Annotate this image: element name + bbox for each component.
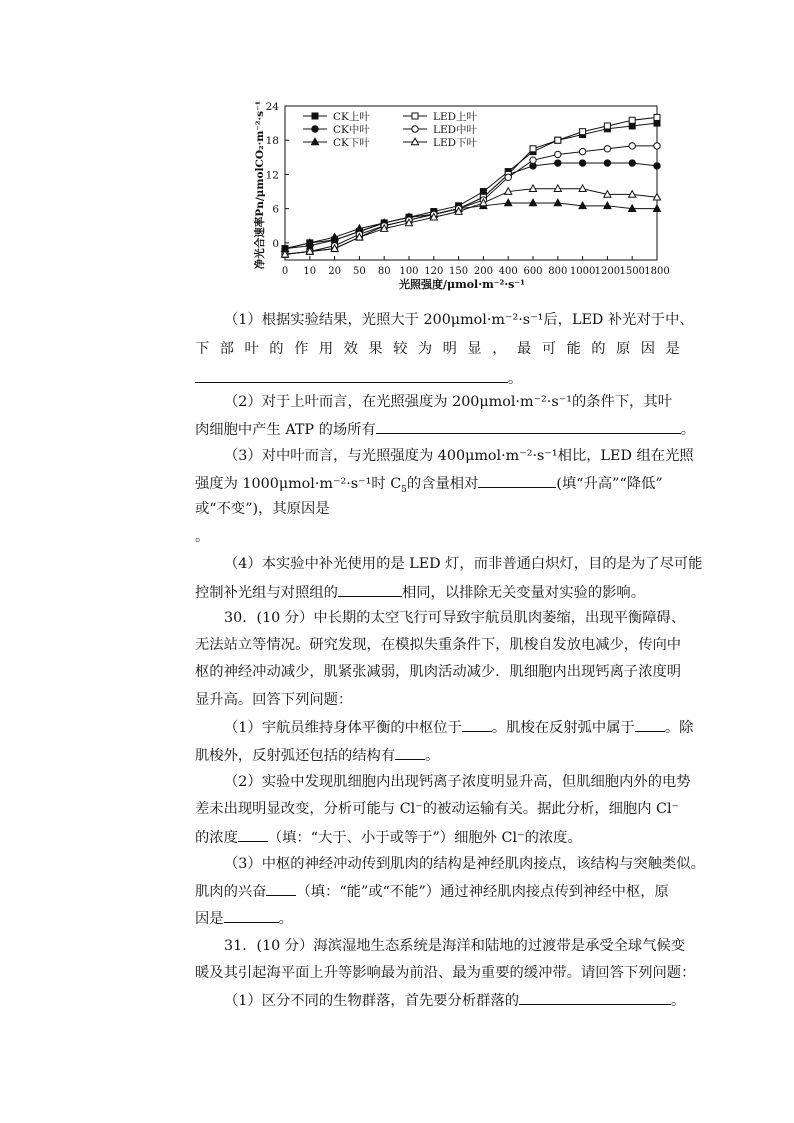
x-axis-label: 光照强度/μmol·m⁻²·s⁻¹ — [399, 278, 525, 291]
q30-1-blank-3[interactable] — [395, 745, 425, 760]
data-point — [654, 114, 660, 120]
data-point — [312, 113, 318, 119]
y-axis-label: 净光合速率Pn/μmolCO₂·m⁻²·s⁻¹ — [254, 100, 266, 270]
y-tick-label: 18 — [265, 135, 279, 148]
q3-line1: （3）对中叶而言，与光照强度为 400μmol·m⁻²·s⁻¹相比，LED 组在光照 — [224, 448, 694, 464]
data-point — [579, 148, 585, 154]
q1-line2-char: 效 — [343, 341, 358, 357]
legend-label: CK下叶 — [333, 137, 370, 149]
q1-line2-char: 能 — [566, 341, 581, 357]
q1-line2-char: 部 — [219, 341, 235, 357]
q1-line2-char: 因 — [640, 341, 656, 357]
q30-stem-line2: 无法站立等情况。研究发现，在模拟失重条件下，肌梭自发放电减少，传向中 — [195, 637, 682, 653]
x-tick-label: 400 — [498, 266, 518, 277]
q1-line2-char: 作 — [294, 341, 309, 357]
data-point — [555, 160, 561, 166]
x-tick-label: 800 — [548, 266, 568, 277]
x-tick-label: 150 — [449, 266, 469, 277]
q31-1-blank[interactable] — [519, 990, 671, 1005]
x-tick-label: 0 — [281, 266, 289, 277]
data-point — [629, 160, 635, 166]
x-tick-label: 50 — [353, 266, 366, 277]
data-point — [629, 143, 635, 149]
x-tick-label: 10 — [303, 266, 317, 277]
y-tick-label: 0 — [272, 237, 279, 250]
q1-line2-char: ， — [492, 341, 507, 357]
legend-label: CK中叶 — [333, 124, 370, 136]
q1-line2-char: 较 — [393, 341, 408, 357]
q30-2-line2: 差未出现明显改变，分析可能与 Cl⁻的被动运输有关。据此分析，细胞内 Cl⁻ — [195, 801, 680, 817]
q31-stem-line2: 暖及其引起海平面上升等影响最为前沿、最为重要的缓冲带。请回答下列问题： — [195, 965, 696, 981]
legend-item — [403, 136, 478, 149]
q1-line2-char: 显 — [467, 341, 482, 357]
data-point — [579, 160, 585, 166]
q3-line4: 。 — [195, 529, 210, 545]
legend-item — [303, 123, 370, 136]
x-tick-label: 1800 — [644, 266, 670, 277]
q1-line2-char: 原 — [616, 341, 631, 357]
x-tick-label: 80 — [377, 266, 391, 277]
q1-line2-char: 最 — [516, 341, 532, 357]
legend-item — [303, 110, 370, 123]
data-point — [604, 146, 610, 152]
y-tick-label: 24 — [265, 101, 279, 113]
q30-3-line3: 因是 。 — [195, 908, 680, 929]
q30-1-blank-1[interactable] — [462, 717, 492, 732]
q1-line2-char: 为 — [417, 341, 433, 357]
series-6 — [281, 185, 660, 257]
q1-line2-char: 下 — [195, 341, 210, 357]
q4-line2: 控制补光组与对照组的 相同，以排除无关变量对实验的影响。 — [195, 582, 680, 603]
data-point — [604, 123, 610, 129]
data-point — [654, 120, 660, 126]
q30-stem-line3: 枢的神经冲动减少，肌紧张减弱，肌肉活动减少．肌细胞内出现钙离子浓度明 — [195, 664, 682, 680]
legend-label: CK上叶 — [333, 111, 370, 123]
x-tick-label: 120 — [424, 266, 444, 277]
q1-line2-char: 叶 — [244, 341, 259, 357]
q30-3-blank-1[interactable] — [266, 881, 296, 896]
data-point — [412, 113, 418, 119]
x-tick-label: 100 — [399, 266, 419, 277]
q31-1-line1: （1）区分不同的生物群落，首先要分析群落的 。 — [195, 990, 709, 1011]
y-tick-label: 6 — [272, 203, 279, 216]
q30-1-line2: 肌梭外，反射弧还包括的结构有 。 — [195, 745, 680, 766]
q1-line2-char: 是 — [665, 341, 680, 357]
q1-line2-char: 的 — [591, 341, 606, 357]
q1-answer-blank[interactable] — [195, 368, 508, 383]
x-tick-label: 1200 — [594, 266, 621, 277]
q31-stem-line1: 31．(10 分）海滨湿地生态系统是海洋和陆地的过渡带是承受全球气候变 — [224, 938, 686, 954]
x-tick-label: 20 — [328, 266, 341, 277]
q1-line2-char: 可 — [541, 341, 557, 357]
q30-1-line1: （1）宇航员维持身体平衡的中枢位于 。肌梭在反射弧中属于 。除 — [195, 717, 709, 738]
q1-line2-char: 用 — [318, 341, 334, 357]
chart-legend — [303, 110, 478, 149]
q4-line1: （4）本实验中补光使用的是 LED 灯，而非普通白炽灯，目的是为了尽可能 — [224, 556, 703, 572]
q30-3-line1: （3）中枢的神经冲动传到肌肉的结构是神经肌肉接点，该结构与突触类似。 — [224, 856, 705, 872]
q2-line2: 肉细胞中产生 ATP 的场所有 。 — [195, 419, 680, 440]
data-point — [654, 143, 660, 149]
x-tick-label: 600 — [523, 266, 543, 277]
q4-answer-blank[interactable] — [338, 582, 402, 597]
data-point — [505, 174, 511, 180]
x-tick-label: 200 — [473, 266, 493, 277]
data-point — [555, 151, 561, 157]
legend-label: LED中叶 — [433, 124, 478, 136]
data-point — [604, 160, 610, 166]
q1-line2 — [195, 339, 680, 359]
data-point — [555, 137, 561, 143]
q30-3-line2: 肌肉的兴奋 （填：“能”或“不能”）通过神经肌肉接点传到神经中枢，原 — [195, 881, 680, 902]
q30-2-line1: （2）实验中发现肌细胞内出现钙离子浓度明显升高，但肌细胞内外的电势 — [224, 774, 691, 790]
data-point — [654, 163, 660, 169]
legend-item — [403, 110, 478, 123]
q30-1-blank-2[interactable] — [635, 717, 665, 732]
data-point — [530, 146, 536, 152]
q1-line2-char: 的 — [269, 341, 284, 357]
data-point — [580, 129, 586, 135]
data-point — [530, 157, 536, 163]
legend-item — [303, 136, 370, 149]
q1-line1: （1）根据实验结果，光照大于 200μmol·m⁻²·s⁻¹后，LED 补光对于中、 — [224, 312, 694, 328]
x-tick-label: 1000 — [569, 266, 596, 277]
q2-answer-blank[interactable] — [376, 419, 681, 434]
q30-3-blank-2[interactable] — [224, 908, 279, 923]
legend-item — [403, 123, 478, 136]
q3-answer-blank-1[interactable] — [478, 473, 556, 488]
q30-stem-line1: 30．(10 分）中长期的太空飞行可导致宇航员肌肉萎缩，出现平衡障碍、 — [224, 610, 686, 626]
q1-line2-char: 果 — [368, 341, 383, 357]
q30-2-blank[interactable] — [238, 827, 268, 842]
data-point — [629, 117, 635, 123]
q3-line2: 强度为 1000μmol·m⁻²·s⁻¹时 $C_5$的含量相对 (填“升高”“降低” — [195, 473, 680, 500]
data-point — [312, 126, 318, 132]
data-point — [412, 126, 418, 132]
q1-line3: 。 — [195, 368, 680, 389]
q3-line3: 或“不变”)，其原因是 — [195, 501, 330, 517]
q30-stem-line4: 显升高。回答下列问题： — [195, 692, 353, 708]
pn-line-chart — [245, 100, 670, 300]
q1-line2-char: 明 — [442, 341, 457, 357]
y-tick-label: 12 — [265, 169, 279, 182]
data-point — [629, 123, 635, 129]
x-tick-label: 1500 — [619, 266, 645, 277]
legend-label: LED下叶 — [433, 137, 478, 149]
q30-2-line3: 的浓度 （填：“大于、小于或等于”）细胞外 Cl⁻的浓度。 — [195, 827, 680, 848]
series-line — [285, 203, 657, 249]
q2-line1: （2）对于上叶而言，在光照强度为 200μmol·m⁻²·s⁻¹的条件下，其叶 — [224, 394, 673, 410]
legend-label: LED上叶 — [433, 111, 478, 123]
